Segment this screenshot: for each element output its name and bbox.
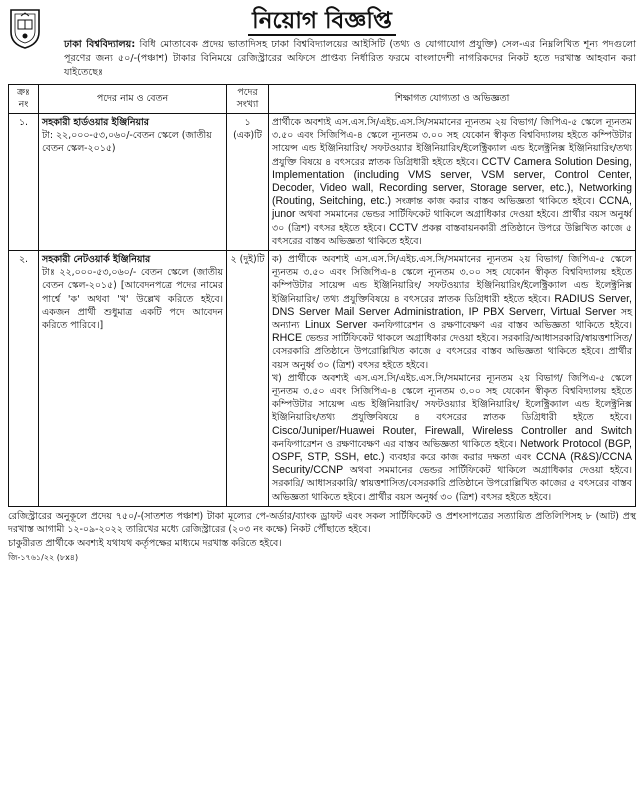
post-name: সহকারী নেটওয়ার্ক ইঞ্জিনিয়ার: [42, 254, 151, 266]
post-name: সহকারী হার্ডওয়ার ইঞ্জিনিয়ার: [42, 117, 149, 128]
qual-text: অথবা সমমানের ভেন্ডর সার্টিফিকেট থাকিলে অগ্রাধিকার দেওয়া হইবে। সরকারি/ আধাসরকারি/ স্বায়ত্তশাসিত/বেসরকারি প্রতিষ্ঠানে উপরোল্লিখিত কাজের ৫ বৎসরের বাস্তব অভিজ্ঞতা থাকিতে হইবে। প্রার্থীর বয়স অনুর্ধ্ব ৩০ (ত্রিশ) বৎসর হইতে হইবে।: [272, 465, 632, 503]
qual-text: Linux Server: [305, 319, 368, 332]
qual-text: ব্যবহার করে কাজ করার দক্ষতা এবং: [384, 452, 536, 464]
header-qualification: শিক্ষাগত যোগ্যতা ও অভিজ্ঞতা: [269, 85, 636, 114]
row-count: ২ (দুই)টি: [227, 251, 269, 507]
row-qualification: [269, 251, 636, 507]
footer-paragraph: রেজিস্ট্রারের অনুকূলে প্রদেয় ৭৫০/-(সাতশত পঞ্চাশ) টাকা মূল্যের পে-অর্ডার/ব্যাংক ড্রাফট এবং সকল সার্টিফিকেট ও প্রশংসাপত্রের সত্যায়িত প্রতিলিপিসহ ৮ (আট) প্রস্থ দরখাস্ত আগামী ১২-০৯-২০২২ তারিখের মধ্যে রেজিস্ট্রারের (২০৩ নং কক্ষে) নিকট পৌঁছাতে হইবে।: [8, 510, 636, 536]
qual-text: ভেন্ডর সার্টিফিকেট থাকলে অগ্রাধিকার দেওয়া হইবে। সরকারি/আধাসরকারি/স্বায়ত্তশাসিত/বেসরকারি প্রতিষ্ঠানে উপরোল্লিখিত কাজে ৫ বৎসরের বাস্তব অভিজ্ঞতা থাকিতে হইবে। প্রার্থীর বয়স অনুর্ধ্ব ৩০ (ত্রিশ) বৎসর হইতে হইবে।: [272, 333, 632, 371]
qual-text: RADIUS Server, DNS Server Mail Server Administration, IP PBX Serverr, Virtual Server: [272, 292, 633, 318]
qual-text: খ) প্রার্থীকে অবশ্যই এস.এস.সি/এইচ.এস.সি/সমমানের ন্যূনতম ২য় বিভাগ/ জিপিএ-৫ স্কেলে ন্যূনতম ৩.৫০ এবং সিজিপিএ-৪ স্কেলে ন্যূনতম ৩.০০ সহ যেকোন স্বীকৃত বিশ্ববিদ্যালয় হইতে কম্পিউটার সায়েন্স এন্ড ইঞ্জিনিয়ারিং/ সফটওয়্যার ইঞ্জিনিয়ারিং/ ইলেক্ট্রিক্যাল এন্ড ইলেক্ট্রনিক্স ইঞ্জিনিয়ারিং/তথ্য প্রযুক্তিবিষয়ে ৪ বৎসরের স্নাতক ডিগ্রিধারী হইতে হইবে।: [272, 372, 632, 424]
qual-text: সহ অন্যান্য: [272, 306, 632, 332]
qual-text: CCTV Camera Solution Desing, Implementation (including VMS server, VSM server, Control Center, Decoder, Video wall, Recording server, Storage server, etc.), Networking (Routing, Seitching, etc.): [272, 155, 632, 208]
footer-instructions: [8, 510, 636, 565]
header-post: পদের নাম ও বেতন: [39, 85, 227, 114]
row-count: ১ (এক)টি: [227, 114, 269, 251]
header-serial: ক্রঃ নং: [9, 85, 39, 114]
vacancy-table: [8, 84, 636, 507]
qual-text: কনফিগারেশন ও রক্ষণাবেক্ষণ এর বাস্তব অভিজ্ঞতা থাকিতে হইবে।: [367, 320, 632, 332]
post-salary: টাঃ ২২,০০০-৫৩,০৬০/- বেতন স্কেলে (জাতীয় বেতন স্কেল-২০১৫) [আবেদনপত্রে পদের নামের পার্শ্বে 'ক' অথবা 'খ' উল্লেখ করিতে হইবে। একজন প্রার্থী শুধুমাত্র একটি পদে আবেদন করিতে পারিবে।]: [42, 267, 223, 332]
footer-paragraph: চাকুরীরত প্রার্থীকে অবশ্যই যথাযথ কর্তৃপক্ষের মাধ্যমে দরখাস্ত করিতে হইবে।: [8, 537, 282, 549]
qual-text: Cisco/Juniper/Huawei Router, Firewall, Wireless Controller and Switch: [272, 424, 632, 437]
qual-text: ক) প্রার্থীকে অবশ্যই এস.এস.সি/এইচ.এস.সি/সমমানের ন্যূনতম ২য় বিভাগ/ জিপিএ-৫ স্কেলে ন্যূনতম ৩.৫০ এবং সিজিপিএ-৪ স্কেলে ন্যূনতম ৩.০০ সহ যেকোন স্বীকৃত বিশ্ববিদ্যালয় হইতে কম্পিউটার সায়েন্স এন্ড ইঞ্জিনিয়ারিং/ সফটওয়্যার ইঞ্জিনিয়ারিং/ইলেক্ট্রিক্যাল এন্ড ইলেক্ট্রনিক্স ইঞ্জিনিয়ারিং/ তথ্য প্রযুক্তিবিষয়ে ৪ বৎসরের স্নাতক ডিগ্রিধারী হইতে হইবে।: [272, 254, 632, 305]
qual-text: Network Protocol (BGP, OSPF, STP, SSH, etc.): [272, 437, 632, 464]
row-serial: ২.: [9, 251, 39, 507]
row-post: [39, 114, 227, 251]
qual-text: CCNA (R&S)/CCNA Security/CCNP: [272, 451, 633, 477]
intro-paragraph: [64, 38, 636, 80]
qual-text: সংক্রান্ত কাজ করার বাস্তব অভিজ্ঞতা থাকিতে হইবে।: [391, 196, 600, 208]
qual-text: প্রকল্প বাস্তবায়নকারী প্রতিষ্ঠানে উপরে উল্লিখিত কাজে ৫ বৎসরের বাস্তব অভিজ্ঞতা থাকিতে হইবে।: [272, 222, 633, 247]
header-count: পদের সংখ্যা: [227, 85, 269, 114]
row-serial: ১.: [9, 114, 39, 251]
qual-text: RHCE: [272, 332, 303, 345]
qualification-option-kha: [272, 372, 632, 504]
qual-text: CCTV: [389, 221, 418, 234]
post-salary: টা: ২২,০০০-৫৩,০৬০/-বেতন স্কেলে (জাতীয় বেতন স্কেল-২০১৫): [42, 130, 212, 155]
table-row: [9, 114, 636, 251]
qual-text: কনফিগারেশন ও রক্ষণাবেক্ষণ এর বাস্তব অভিজ্ঞতা থাকিতে হইবে।: [272, 438, 521, 450]
page-title: [8, 6, 636, 36]
row-qualification: [269, 114, 636, 251]
table-header-row: [9, 85, 636, 114]
intro-text: বিধি মোতাবেক প্রদেয় ভাতাদিসহ ঢাকা বিশ্ববিদ্যালয়ের আইসিটি (তথ্য ও যোগাযোগ প্রযুক্তি) সেল-এর নিম্নলিখিত শূন্য পদগুলো পূরণের জন্য ৫০/-(পঞ্চাশ) টাকার বিনিময়ে রেজিস্ট্রারের অফিসে প্রাপ্তব্য নির্ধারিত ফরমে বাংলাদেশী নাগরিকদের নিকট হতে দরখাস্ত আহবান করা যাইতেছেঃ: [64, 39, 636, 78]
reference-number: জি-১৭৬১/২২ (৮x৪): [8, 553, 79, 563]
row-post: [39, 251, 227, 507]
table-row: [9, 251, 636, 507]
qual-text: প্রার্থীকে অবশ্যই এস.এস.সি/এইচ.এস.সি/সমমানের ন্যূনতম ২য় বিভাগ/ জিপিএ-৫ স্কেলে ন্যূনতম ৩.৫০ এবং সিজিপিএ-৪ স্কেলে ন্যূনতম ৩.০০ সহ যেকোন স্বীকৃত বিশ্ববিদ্যালয় হইতে কম্পিউটার সায়েন্স এন্ড ইঞ্জিনিয়ারিং/ সফটওয়্যার ইঞ্জিনিয়ারিং/ইলেক্ট্রিক্যাল এন্ড ইলেক্ট্রনিক্স ইঞ্জিনিয়ারিং/তথ্য প্রযুক্তি বিষয়ে ৪ বৎসরের স্নাতক ডিগ্রিধারী হইতে হইবে।: [272, 117, 632, 168]
intro-bold: ঢাকা বিশ্ববিদ্যালয়:: [64, 39, 136, 50]
university-logo: [8, 6, 42, 50]
qualification-option-ka: [272, 253, 632, 372]
qual-text: অথবা সমমানের ভেন্ডর সার্টিফিকেট থাকিলে অগ্রাধিকার দেওয়া হইবে। প্রার্থীর বয়স অনুর্ধ্ব ৩০ (ত্রিশ) বৎসর হইতে হইবে।: [272, 209, 632, 234]
title-text: নিয়োগ বিজ্ঞপ্তি: [248, 8, 396, 36]
qual-text: CCNA, junor: [272, 195, 632, 221]
